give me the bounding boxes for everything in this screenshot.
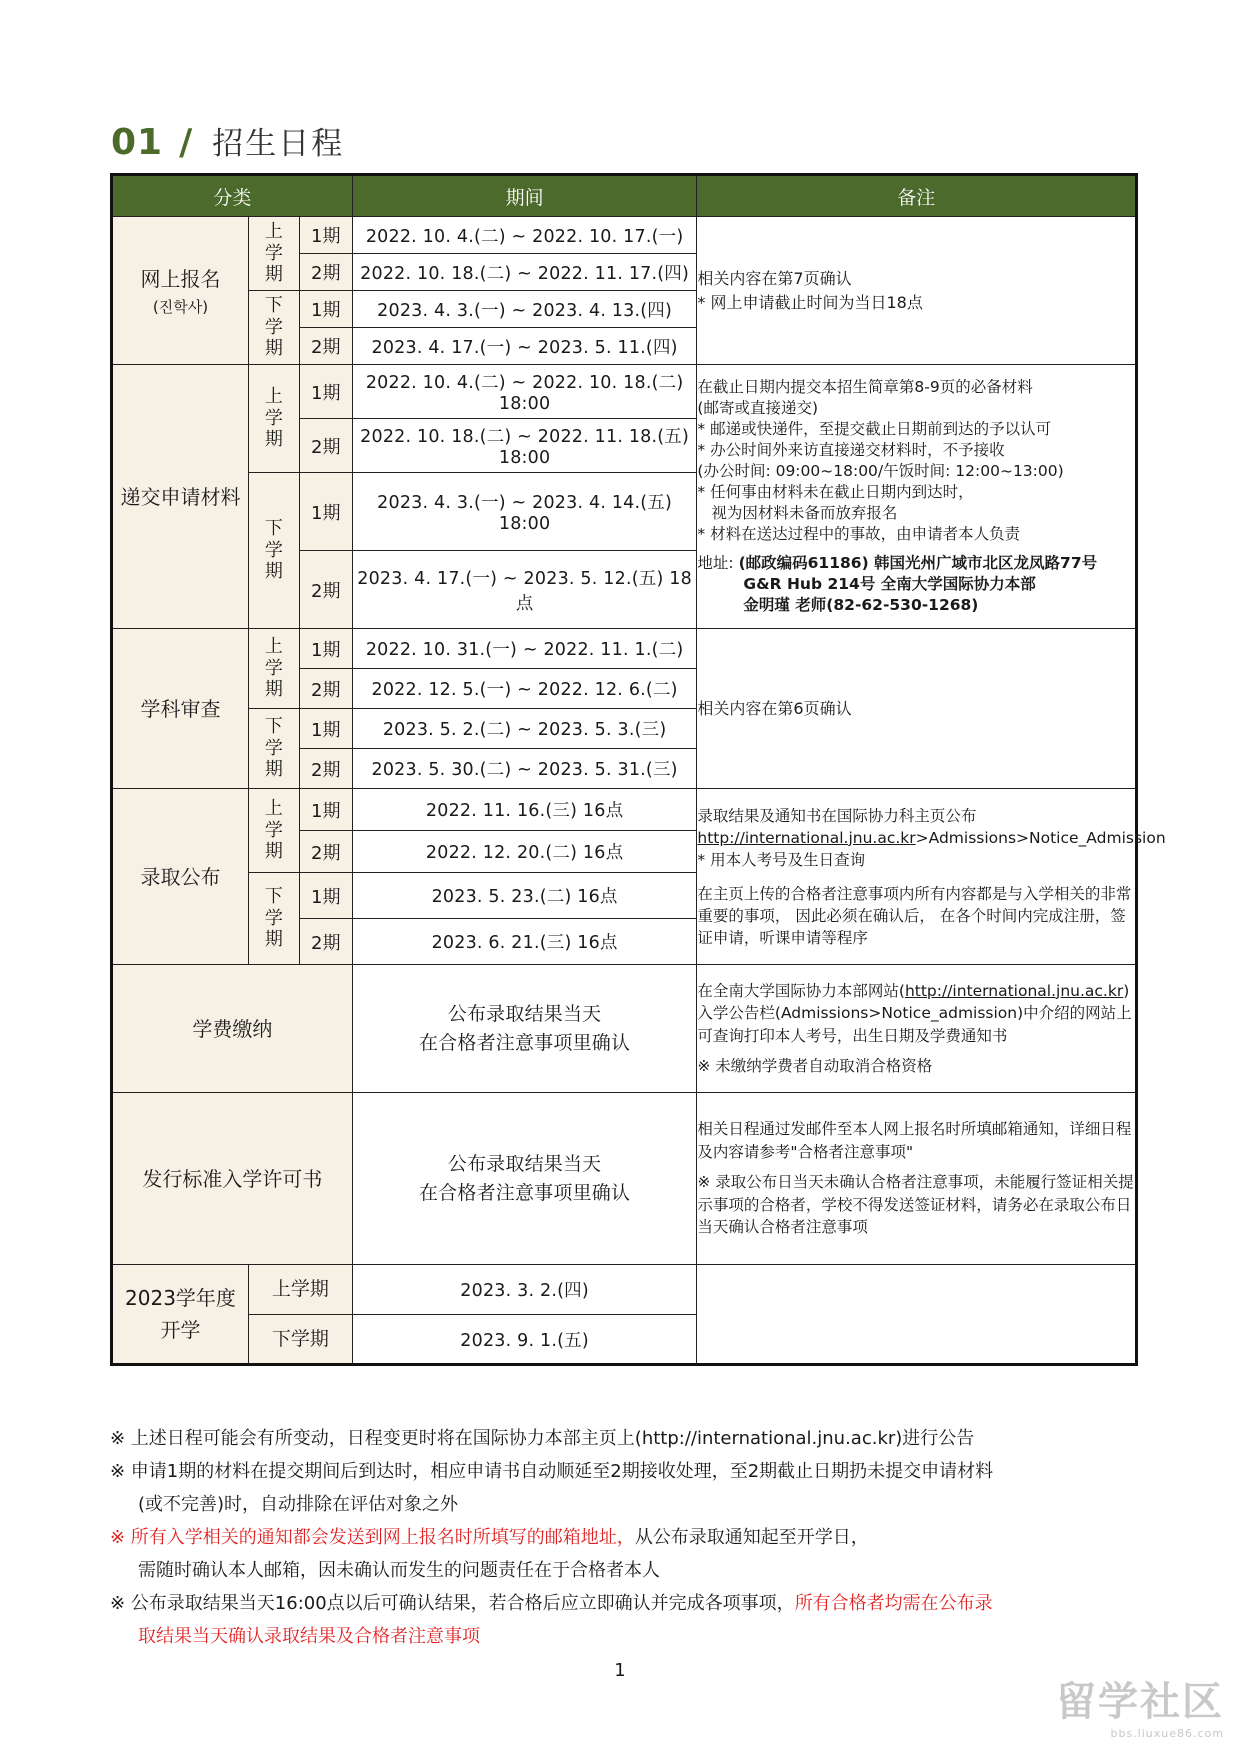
phase-label: 1期 (299, 291, 352, 328)
phase-label: 1期 (299, 217, 352, 254)
period-cell: 2023. 5. 30.(二) ~ 2023. 5. 31.(三) (352, 749, 697, 789)
phase-label: 2期 (299, 328, 352, 365)
phase-label: 2期 (299, 254, 352, 291)
remark-online: 相关内容在第7页确认 * 网上申请截止时间为当日18点 (697, 217, 1137, 365)
table-row (112, 365, 1137, 419)
period-cell: 2023. 5. 2.(二) ~ 2023. 5. 3.(三) (352, 709, 697, 749)
period-cell: 2023. 3. 2.(四) (352, 1265, 697, 1315)
remark-admission: 录取结果及通知书在国际协力科主页公布 http://international.jnu.ac.kr>Admissions>Notice_Admission * 用本人考号及生日查询 在主页上传的合格者注意事项内所有内容都是与入学相关的非常重要的事项， 因此必须在确认后， 在各个时间内完成注册，签证申请，听课申请等程序 (697, 789, 1137, 965)
period-cell: 2023. 5. 23.(二) 16点 (352, 873, 697, 919)
schedule-table (110, 173, 1166, 1366)
phase-label: 1期 (299, 365, 352, 419)
semester-upper: 上 学 期 (248, 217, 299, 291)
phase-label: 2期 (299, 669, 352, 709)
category-review: 学科审查 (112, 629, 249, 789)
table-row (112, 217, 1137, 254)
section-slash: / (179, 122, 193, 163)
phase-label: 1期 (299, 473, 352, 551)
watermark-url: bbs.liuxue86.com (1110, 1727, 1224, 1740)
semester-lower: 下学期 (248, 1315, 352, 1365)
phase-label: 1期 (299, 709, 352, 749)
semester-lower: 下 学 期 (248, 873, 299, 965)
remark-submit: 在截止日期内提交本招生简章第8-9页的必备材料 (邮寄或直接递交) * 邮递或快递件，至提交截止日期前到达的予以认可 * 办公时间外来访直接递交材料时，不予接收 (办公时间: 09:00~18:00/午饭时间: 12:00~13:00) * 任何事由材料未在截止日期内到达时， 视为因材料未备而放弃报名 * 材料在送达过程中的事故，由申请者本人负责 地址: (邮政编码61186) 韩国光州广域市北区龙凤路77号 G&R Hub 214号 全南大学国际协力本部 金明瑾 老师(82-62-530-1268) (697, 365, 1137, 629)
semester-upper: 上 学 期 (248, 789, 299, 873)
phase-label: 2期 (299, 419, 352, 473)
period-cell: 2022. 11. 16.(三) 16点 (352, 789, 697, 831)
jnu-link[interactable]: http://international.jnu.ac.kr (904, 981, 1124, 1000)
semester-upper: 上 学 期 (248, 365, 299, 473)
semester-lower: 下 学 期 (248, 709, 299, 789)
period-cell: 2022. 10. 31.(一) ~ 2022. 11. 1.(二) (352, 629, 697, 669)
table-row (112, 629, 1137, 669)
period-cell: 2023. 9. 1.(五) (352, 1315, 697, 1365)
category-tuition: 学费缴纳 (112, 965, 353, 1093)
period-cell: 2023. 4. 17.(一) ~ 2023. 5. 12.(五) 18点 (352, 551, 697, 629)
col-header-period: 期间 (352, 175, 697, 217)
footnote: ※ 上述日程可能会有所变动，日程变更时将在国际协力本部主页上(http://international.jnu.ac.kr)进行公告 (110, 1428, 975, 1449)
remark-review: 相关内容在第6页确认 (697, 629, 1137, 789)
semester-lower: 下 学 期 (248, 291, 299, 365)
footnote: 取结果当天确认录取结果及合格者注意事项 (138, 1626, 480, 1647)
phase-label: 1期 (299, 789, 352, 831)
phase-label: 2期 (299, 831, 352, 873)
remark-start (697, 1265, 1137, 1365)
watermark (1056, 1670, 1224, 1740)
footnotes (110, 1422, 1140, 1653)
period-cell: 2023. 4. 3.(一) ~ 2023. 4. 13.(四) (352, 291, 697, 328)
period-cell: 2022. 12. 5.(一) ~ 2022. 12. 6.(二) (352, 669, 697, 709)
period-cell: 公布录取结果当天 在合格者注意事项里确认 (352, 1093, 697, 1265)
category-submit: 递交申请材料 (112, 365, 249, 629)
remark-tuition: 在全南大学国际协力本部网站(http://international.jnu.ac.kr)入学公告栏(Admissions>Notice_admission)中介绍的网站上可查询打印本人考号，出生日期及学费通知书 ※ 未缴纳学费者自动取消合格资格 (697, 965, 1137, 1093)
period-cell: 2023. 4. 3.(一) ~ 2023. 4. 14.(五) 18:00 (352, 473, 697, 551)
page-number: 1 (614, 1660, 626, 1681)
watermark-text: 留学社区 (1056, 1679, 1224, 1725)
phase-label: 2期 (299, 919, 352, 965)
footnote: (或不完善)时，自动排除在评估对象之外 (138, 1494, 459, 1515)
phase-label: 1期 (299, 873, 352, 919)
remark-permit: 相关日程通过发邮件至本人网上报名时所填邮箱通知，详细日程及内容请参考"合格者注意事项" ※ 录取公布日当天未确认合格者注意事项，未能履行签证相关提示事项的合格者，学校不得发送签证材料，请务必在录取公布日当天确认合格者注意事项 (697, 1093, 1137, 1265)
period-cell: 2022. 10. 18.(二) ~ 2022. 11. 17.(四) (352, 254, 697, 291)
period-cell: 2022. 12. 20.(二) 16点 (352, 831, 697, 873)
category-start: 2023学年度 开学 (112, 1265, 249, 1365)
category-admission: 录取公布 (112, 789, 249, 965)
col-header-category: 分类 (112, 175, 353, 217)
period-cell: 2023. 6. 21.(三) 16点 (352, 919, 697, 965)
semester-upper: 上学期 (248, 1265, 352, 1315)
period-cell: 公布录取结果当天 在合格者注意事项里确认 (352, 965, 697, 1093)
period-cell: 2022. 10. 18.(二) ~ 2022. 11. 18.(五) 18:00 (352, 419, 697, 473)
phase-label: 2期 (299, 749, 352, 789)
section-title: 招生日程 (212, 126, 345, 162)
table-row (112, 789, 1137, 831)
table-header-row (112, 175, 1137, 217)
period-cell: 2022. 10. 4.(二) ~ 2022. 10. 18.(二) 18:00 (352, 365, 697, 419)
footnote: ※ 公布录取结果当天16:00点以后可确认结果，若合格后应立即确认并完成各项事项，所有合格者均需在公布录 (110, 1593, 993, 1614)
semester-lower: 下 学 期 (248, 473, 299, 629)
category-label: 网上报名 (140, 266, 221, 291)
jnu-link[interactable]: http://international.jnu.ac.kr (697, 828, 916, 847)
category-online (112, 217, 249, 365)
category-permit: 发行标准入学许可书 (112, 1093, 353, 1265)
col-header-remark: 备注 (697, 175, 1137, 217)
category-sublabel: (진학사) (152, 297, 209, 316)
section-heading (111, 118, 344, 163)
table-row (112, 1265, 1137, 1315)
semester-upper: 上 学 期 (248, 629, 299, 709)
table-row (112, 1093, 1137, 1265)
table-row (112, 965, 1137, 1093)
phase-label: 2期 (299, 551, 352, 629)
section-number: 01 (111, 122, 164, 163)
footnote: ※ 申请1期的材料在提交期间后到达时，相应申请书自动顺延至2期接收处理，至2期截止日期扔未提交申请材料 (110, 1461, 994, 1482)
period-cell: 2023. 4. 17.(一) ~ 2023. 5. 11.(四) (352, 328, 697, 365)
period-cell: 2022. 10. 4.(二) ~ 2022. 10. 17.(一) (352, 217, 697, 254)
footnote: ※ 所有入学相关的通知都会发送到网上报名时所填写的邮箱地址，从公布录取通知起至开学日， (110, 1527, 869, 1548)
footnote: 需随时确认本人邮箱，因未确认而发生的问题责任在于合格者本人 (138, 1560, 660, 1581)
phase-label: 1期 (299, 629, 352, 669)
